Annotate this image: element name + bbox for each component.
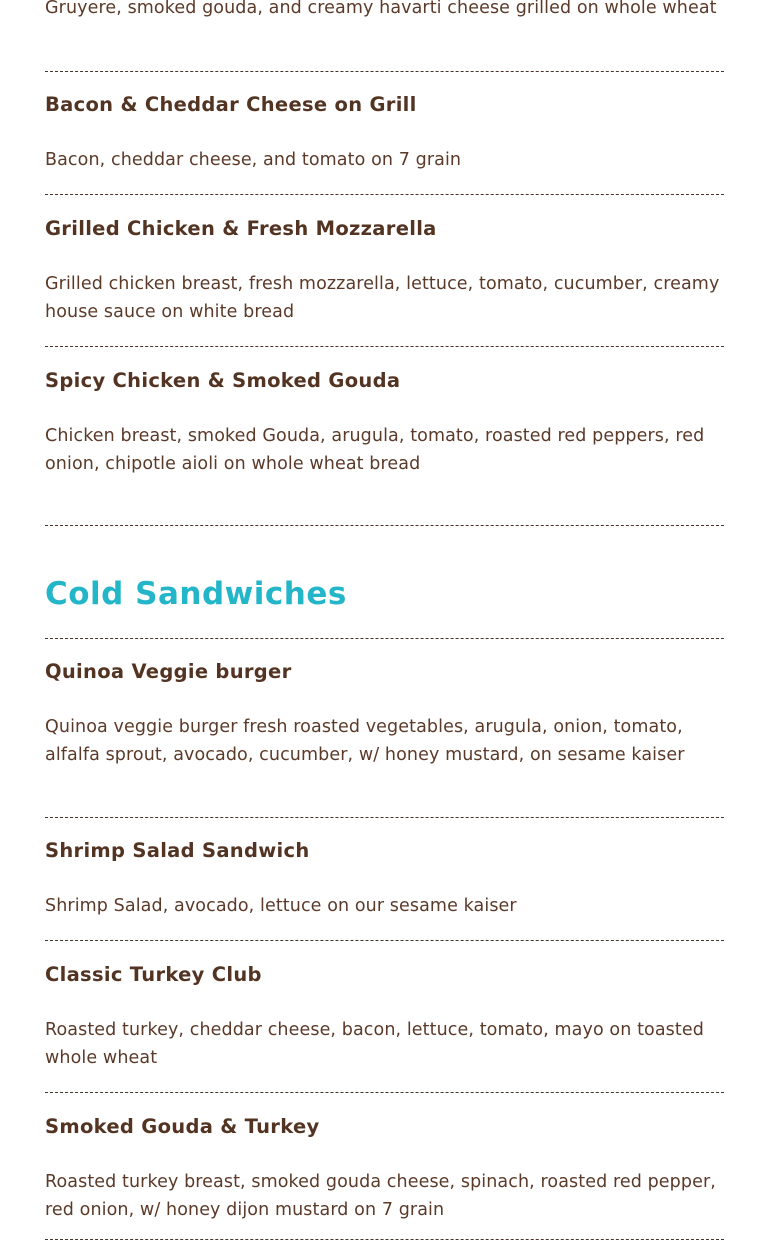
menu-item-description: Roasted turkey breast, smoked gouda cheese, spinach, roasted red pepper, red onion, w/ honey dijon mustard on 7 grain — [45, 1172, 716, 1220]
menu-item-title: Spicy Chicken & Smoked Gouda — [45, 369, 401, 392]
section-heading-cold-sandwiches: Cold Sandwiches — [45, 576, 347, 612]
menu-item-title: Bacon & Cheddar Cheese on Grill — [45, 93, 417, 116]
item-divider — [45, 346, 724, 347]
item-divider — [45, 194, 724, 195]
menu-item-title: Shrimp Salad Sandwich — [45, 839, 310, 862]
menu-item-description: Roasted turkey, cheddar cheese, bacon, lettuce, tomato, mayo on toasted whole wheat — [45, 1020, 704, 1068]
item-divider — [45, 638, 724, 639]
menu-item-description: Grilled chicken breast, fresh mozzarella, lettuce, tomato, cucumber, creamy house sauce on white bread — [45, 274, 720, 322]
menu-item-description: Quinoa veggie burger fresh roasted vegetables, arugula, onion, tomato, alfalfa sprout, avocado, cucumber, w/ honey mustard, on sesame kaiser — [45, 717, 685, 765]
menu-item-title: Grilled Chicken & Fresh Mozzarella — [45, 217, 437, 240]
menu-item-description: Bacon, cheddar cheese, and tomato on 7 grain — [45, 150, 462, 170]
menu-item-description: Chicken breast, smoked Gouda, arugula, tomato, roasted red peppers, red onion, chipotle aioli on whole wheat bread — [45, 426, 705, 474]
item-divider — [45, 1239, 724, 1240]
item-divider — [45, 71, 724, 72]
menu-item-title: Classic Turkey Club — [45, 963, 262, 986]
item-divider — [45, 817, 724, 818]
menu-item-title: Quinoa Veggie burger — [45, 660, 292, 683]
menu-item-description: Gruyere, smoked gouda, and creamy havarti cheese grilled on whole wheat — [45, 0, 717, 18]
menu-item-description: Shrimp Salad, avocado, lettuce on our sesame kaiser — [45, 896, 517, 916]
section-divider — [45, 525, 724, 526]
item-divider — [45, 940, 724, 941]
item-divider — [45, 1092, 724, 1093]
menu-item-title: Smoked Gouda & Turkey — [45, 1115, 320, 1138]
